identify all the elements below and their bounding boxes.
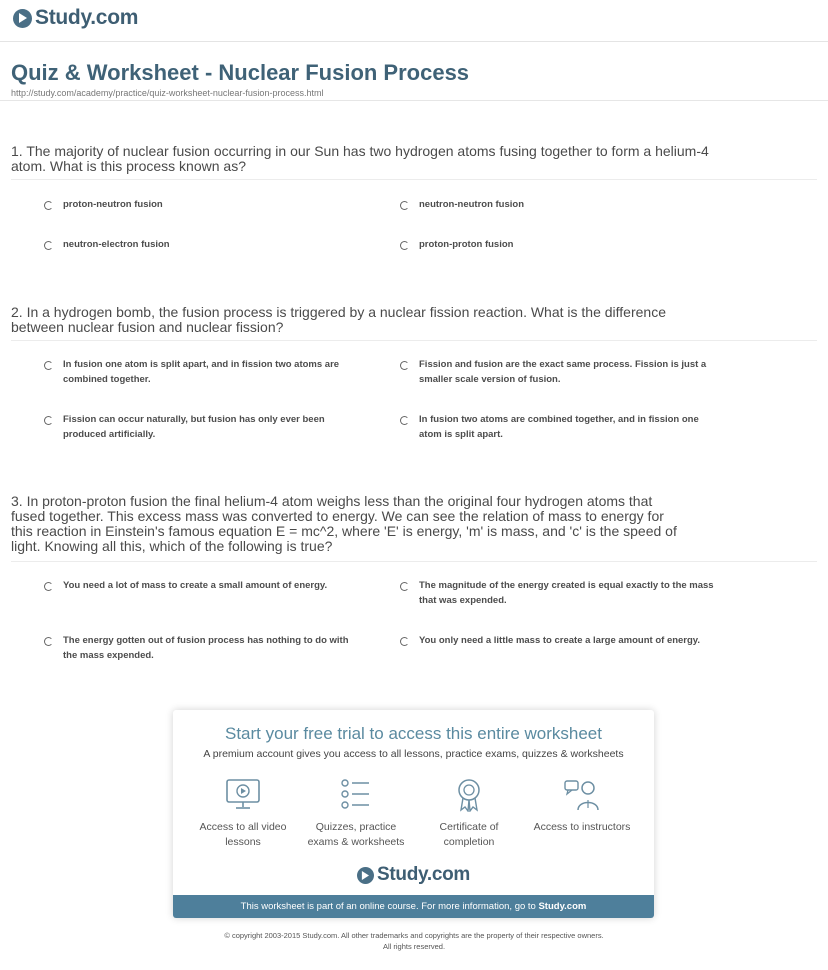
copyright-line: © copyright 2003-2015 Study.com. All other trademarks and copyrights are the property of their respective owners. [224,931,604,940]
copyright-footer [0,930,828,952]
radio-button[interactable] [44,201,53,210]
radio-button[interactable] [44,361,53,370]
feature-label: Access to all video lessons [199,821,287,848]
study-logo[interactable] [13,6,138,30]
answer-label: In fusion two atoms are combined together, and in fission one atom is split apart. [419,414,699,440]
answer-label: You only need a little mass to create a large amount of energy. [419,635,701,646]
question-text: 3. In proton-proton fusion the final helium-4 atom weighs less than the original four hydrogen atoms that fused together. This excess mass was converted to energy. We can see the relation of mass to energy for this reaction in Einstein's famous equation E = mc^2, where 'E' is energy, 'm' is mass, and 'c' is the speed of light. Knowing all this, which of the following is true? [11,493,677,554]
radio-button[interactable] [400,416,409,425]
answer-option[interactable] [44,237,364,252]
rights-line: All rights reserved. [382,942,446,951]
radio-button[interactable] [400,637,409,646]
radio-button[interactable] [400,241,409,250]
course-info-bar [173,895,654,918]
brand-name: Study.com [35,6,139,29]
promo-subtitle: A premium account gives you access to all lessons, practice exams, quizzes & worksheets [203,748,624,760]
answer-option[interactable] [44,357,364,387]
answer-label: The magnitude of the energy created is equal exactly to the mass that was expended. [419,580,714,606]
question-divider [11,340,817,341]
answer-option[interactable] [44,412,364,442]
question-text: 1. The majority of nuclear fusion occurring in our Sun has two hydrogen atoms fusing together to form a helium-4 atom. What is this process known as? [11,143,709,174]
answer-label: Fission and fusion are the exact same process. Fission is just a smaller scale version of fusion. [419,359,707,385]
radio-button[interactable] [400,361,409,370]
answer-option[interactable] [400,237,720,252]
answer-option[interactable] [44,197,364,212]
answer-label: Fission can occur naturally, but fusion has only ever been produced artificially. [63,414,325,440]
quiz-list-icon [338,778,374,812]
feature-quizzes [301,778,411,850]
page-url: http://study.com/academy/practice/quiz-worksheet-nuclear-fusion-process.html [11,88,324,98]
question-text: 2. In a hydrogen bomb, the fusion process is triggered by a nuclear fission reaction. What is the difference between nuclear fusion and nuclear fission? [11,304,666,335]
answer-option[interactable] [400,633,720,648]
answer-option[interactable] [44,633,364,663]
answer-label: The energy gotten out of fusion process has nothing to do with the mass expended. [63,635,349,661]
answer-label: proton-proton fusion [419,239,514,250]
feature-certificate [414,778,524,850]
feature-label: Certificate of completion [439,821,499,848]
feature-instructors [527,778,637,835]
answer-option[interactable] [400,197,720,212]
radio-button[interactable] [400,201,409,210]
free-trial-promo [173,710,654,918]
answer-option[interactable] [400,412,720,442]
answer-label: You need a lot of mass to create a small amount of energy. [63,580,328,591]
radio-button[interactable] [400,582,409,591]
answer-option[interactable] [400,578,720,608]
question-divider [11,179,817,180]
video-lesson-icon [225,778,261,812]
promo-study-logo[interactable] [173,864,654,886]
answer-label: In fusion one atom is split apart, and in fission two atoms are combined together. [63,359,340,385]
brand-name: Study.com [376,864,470,885]
instructor-icon [564,778,600,812]
radio-button[interactable] [44,241,53,250]
radio-button[interactable] [44,582,53,591]
answer-label: neutron-electron fusion [63,239,170,250]
play-icon [13,9,32,28]
answer-option[interactable] [400,357,720,387]
header-divider [0,41,828,42]
feature-label: Quizzes, practice exams & worksheets [307,821,405,848]
radio-button[interactable] [44,416,53,425]
course-info-text: This worksheet is part of an online course. For more information, go to [240,901,539,912]
radio-button[interactable] [44,637,53,646]
page-title: Quiz & Worksheet - Nuclear Fusion Process [11,60,470,85]
promo-headline[interactable]: Start your free trial to access this entire worksheet [225,724,602,743]
feature-video-lessons [188,778,298,850]
answer-label: proton-neutron fusion [63,199,163,210]
certificate-icon [451,778,487,812]
answer-label: neutron-neutron fusion [419,199,525,210]
study-link[interactable]: Study.com [538,901,587,912]
answer-option[interactable] [44,578,364,593]
title-divider [0,100,828,101]
question-divider [11,561,817,562]
feature-label: Access to instructors [533,821,631,833]
play-icon [357,867,374,884]
